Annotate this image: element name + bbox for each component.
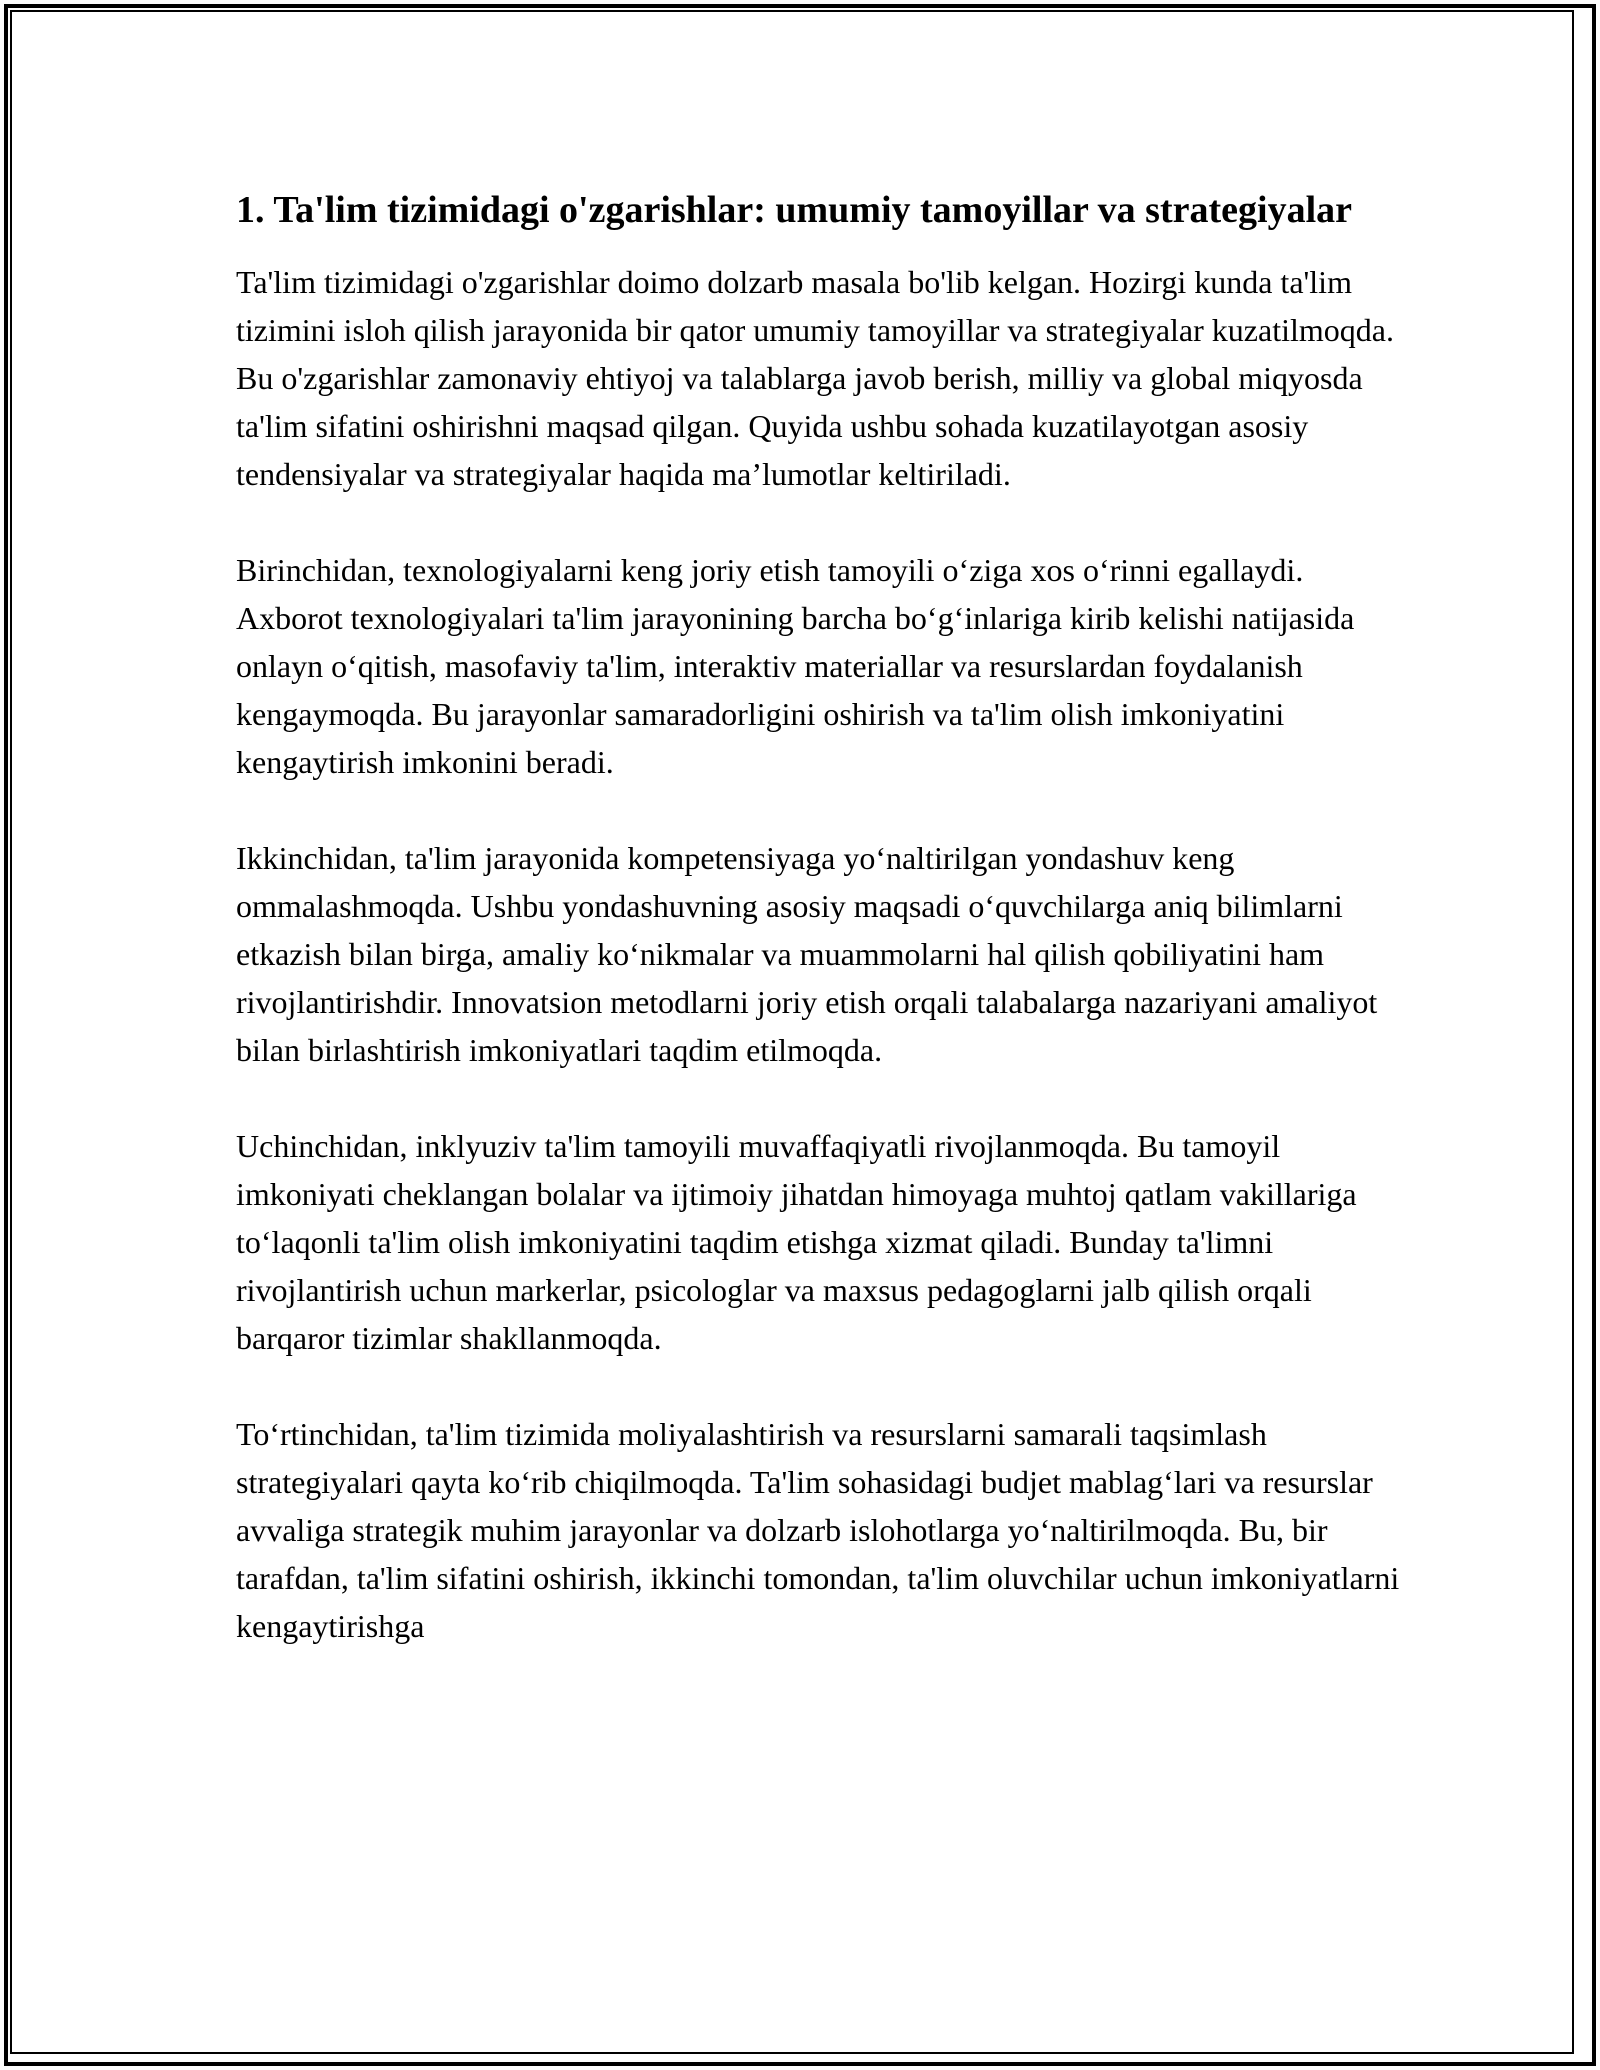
section-heading: 1. Ta'lim tizimidagi o'zgarishlar: umumiy tamoyillar va strategiyalar — [236, 189, 1352, 231]
paragraph-technology: Birinchidan, texnologiyalarni keng joriy etish tamoyili o‘ziga xos o‘rinni egallaydi. Axborot texnologiyalari ta'lim jarayonining barcha bo‘g‘inlariga kirib kelishi natijasida onlayn o‘qitish, masofaviy ta'lim, interaktiv materiallar va resurslardan foydalanish kengaymoqda. Bu jarayonlar samaradorligini oshirish va ta'lim olish imkoniyatini kengaytirish imkonini beradi. — [236, 552, 1355, 780]
paragraph-financing: To‘rtinchidan, ta'lim tizimida moliyalashtirish va resurslarni samarali taqsimlash strategiyalari qayta ko‘rib chiqilmoqda. Ta'lim sohasidagi budjet mablag‘lari va resurslar avvaliga strategik muhim jarayonlar va dolzarb islohotlarga yo‘naltirilmoqda. Bu, bir tarafdan, ta'lim sifatini oshirish, ikkinchi tomondan, ta'lim oluvchilar uchun imkoniyatlarni kengaytirishga — [236, 1416, 1400, 1644]
paragraph-intro: Ta'lim tizimidagi o'zgarishlar doimo dolzarb masala bo'lib kelgan. Hozirgi kunda ta'lim tizimini isloh qilish jarayonida bir qator umumiy tamoyillar va strategiyalar kuzatilmoqda. Bu o'zgarishlar zamonaviy ehtiyoj va talablarga javob berish, milliy va global miqyosda ta'lim sifatini oshirishni maqsad qilgan. Quyida ushbu sohada kuzatilayotgan asosiy tendensiyalar va strategiyalar haqida ma’lumotlar keltiriladi. — [236, 264, 1394, 492]
paragraph-competency: Ikkinchidan, ta'lim jarayonida kompetensiyaga yo‘naltirilgan yondashuv keng ommalashmoqda. Ushbu yondashuvning asosiy maqsadi o‘quvchilarga aniq bilimlarni etkazish bilan birga, amaliy ko‘nikmalar va muammolarni hal qilish qobiliyatini ham rivojlantirishdir. Innovatsion metodlarni joriy etish orqali talabalarga nazariyani amaliyot bilan birlashtirish imkoniyatlari taqdim etilmoqda. — [236, 840, 1378, 1068]
paragraph-inclusive: Uchinchidan, inklyuziv ta'lim tamoyili muvaffaqiyatli rivojlanmoqda. Bu tamoyil imkoniyati cheklangan bolalar va ijtimoiy jihatdan himoyaga muhtoj qatlam vakillariga to‘laqonli ta'lim olish imkoniyatini taqdim etishga xizmat qiladi. Bunday ta'limni rivojlantirish uchun markerlar, psicologlar va maxsus pedagoglarni jalb qilish orqali barqaror tizimlar shakllanmoqda. — [236, 1128, 1357, 1356]
document-body — [236, 182, 1406, 1698]
